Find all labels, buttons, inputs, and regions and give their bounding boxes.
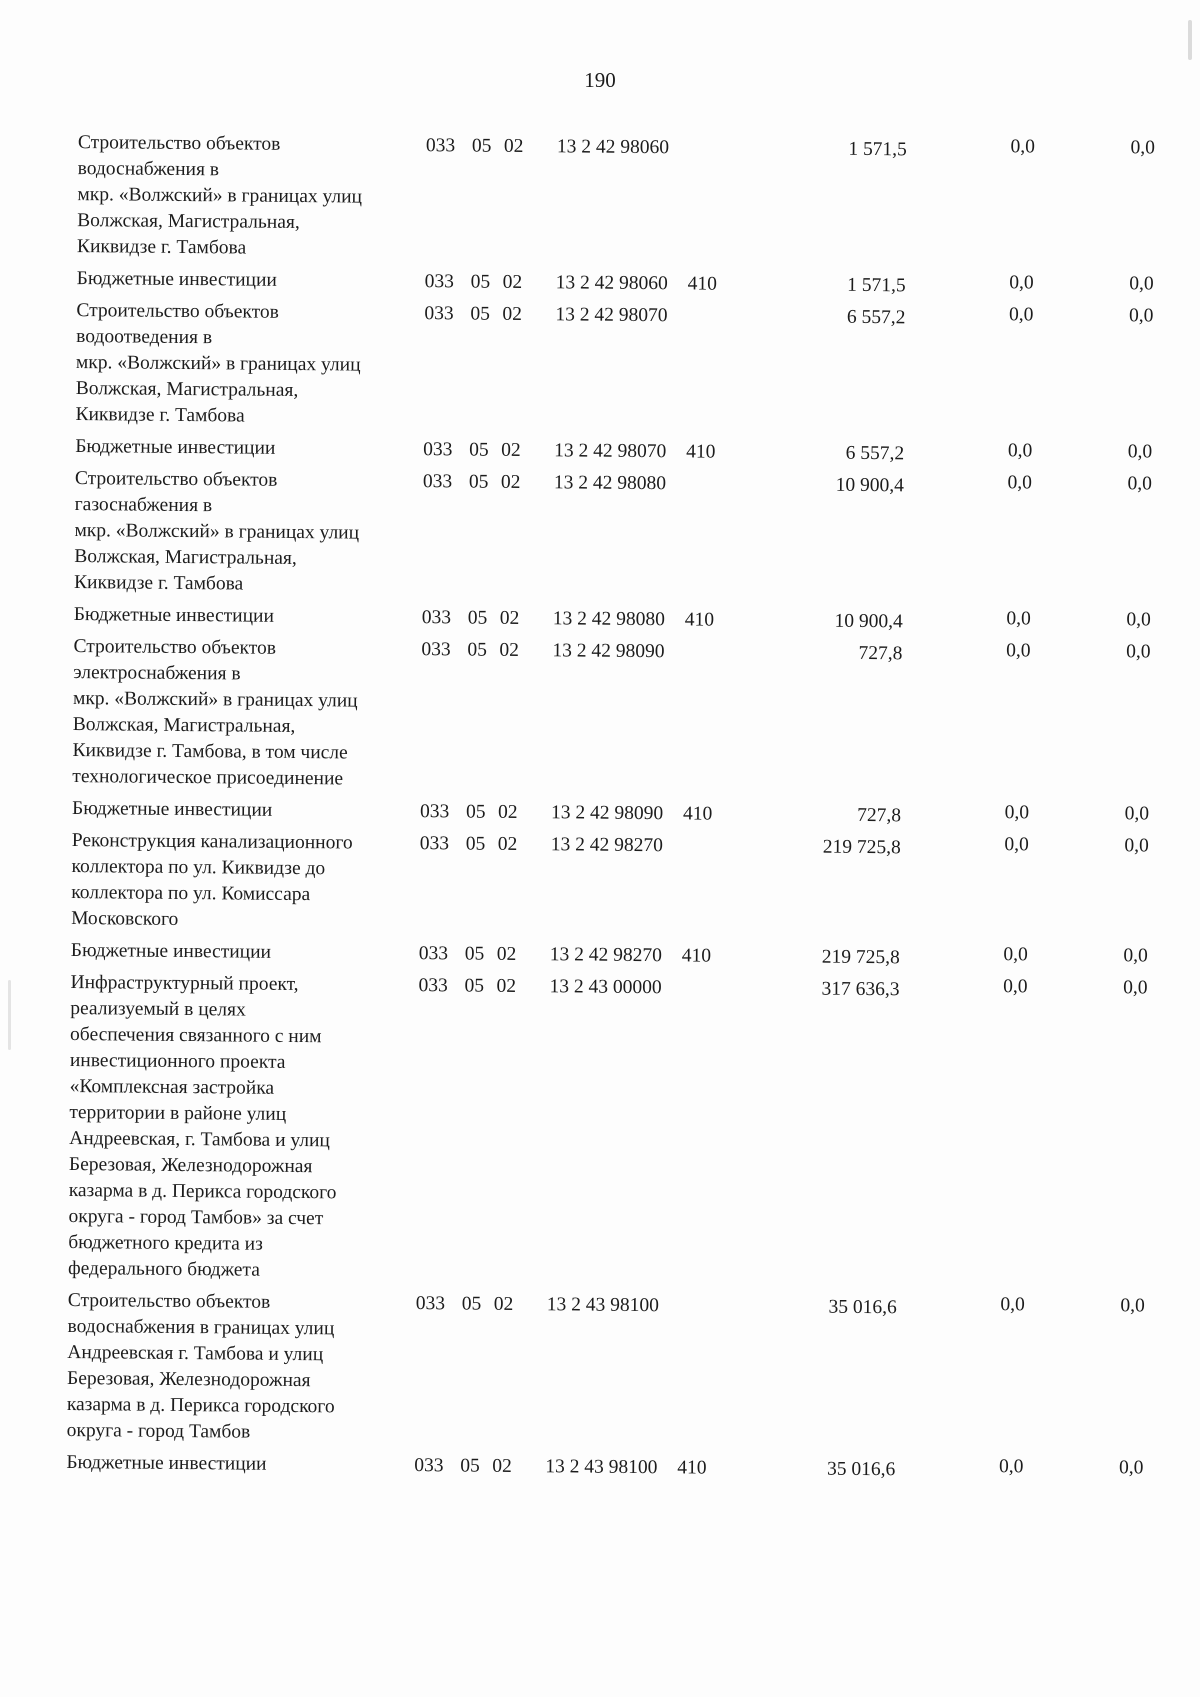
row-code [408, 1291, 541, 1318]
row-expense-kind: 410 [682, 803, 713, 825]
row-name: Строительство объектов газоснабжения в мкр. «Волжский» в границах улиц Волжская, Магистральная, Киквидзе г. Тамбова [73, 468, 360, 595]
code-sub: 02 [496, 943, 517, 965]
row-target-code: 13 2 43 98100 [546, 1294, 659, 1317]
row-expense-kind [688, 303, 748, 304]
row-name: Бюджетные инвестиции [70, 940, 272, 963]
row-amount-3: 0,0 [1126, 609, 1151, 631]
row-code [413, 637, 546, 664]
row-amount-1: 6 557,2 [845, 442, 905, 465]
row-expense-kind: 410 [677, 1457, 707, 1479]
code-sec: 05 [470, 303, 491, 325]
row-amount-3: 0,0 [1120, 1295, 1145, 1317]
code-sec: 05 [464, 975, 485, 997]
row-name: Бюджетные инвестиции [73, 604, 275, 627]
row-amount-3: 0,0 [1129, 273, 1154, 295]
row-amount-1: 6 557,2 [846, 306, 906, 329]
row-code [410, 973, 543, 1000]
code-sec: 05 [464, 943, 485, 965]
table-row [69, 130, 1160, 270]
row-code [417, 269, 550, 296]
row-expense-kind [682, 975, 742, 976]
row-target-code: 13 2 42 98080 [552, 608, 665, 631]
row-amount-3: 0,0 [1126, 641, 1151, 663]
row-code [411, 941, 544, 968]
row-expense-kind [689, 135, 749, 136]
code-sub: 02 [500, 471, 521, 493]
row-code [418, 133, 551, 160]
scan-speck [1188, 20, 1192, 60]
code-gr: 033 [419, 801, 450, 823]
code-sub: 02 [493, 1293, 514, 1315]
row-target-code: 13 2 42 98090 [552, 640, 665, 663]
table-row [67, 298, 1158, 438]
row-expense-kind: 410 [687, 273, 718, 295]
table-row [69, 266, 1159, 302]
code-sub: 02 [492, 1455, 512, 1477]
row-expense-kind [685, 639, 745, 640]
row-amount-3: 0,0 [1130, 137, 1155, 159]
row-expense-kind: 410 [681, 945, 712, 967]
budget-table [58, 130, 1160, 1491]
row-target-code: 13 2 42 98070 [555, 304, 668, 327]
row-name: Бюджетные инвестиции [71, 798, 273, 821]
row-expense-kind [686, 471, 746, 472]
row-name: Инфраструктурный проект, реализуемый в целях обеспечения связанного с ним инвестиционного проекта «Комплексная застройка территории в районе улиц Андреевская, г. Тамбова и улиц Березовая, Железнодорожная казарма в д. Перикса городского округа - город Тамбов» за счет бюджетного кредита из федерального бюджета [67, 972, 337, 1281]
row-code [412, 831, 545, 858]
page-number: 190 [584, 68, 616, 92]
row-amount-3: 0,0 [1118, 1457, 1144, 1479]
code-sub: 02 [497, 801, 518, 823]
row-name: Строительство объектов водоотведения в мкр. «Волжский» в границах улиц Волжская, Магистральная, Киквидзе г. Тамбова [75, 300, 361, 427]
row-amount-3: 0,0 [1124, 835, 1149, 857]
row-name: Бюджетные инвестиции [66, 1452, 267, 1475]
row-amount-2: 0,0 [1007, 440, 1033, 462]
code-gr: 033 [418, 975, 448, 997]
code-gr: 033 [415, 1293, 446, 1315]
row-amount-2: 0,0 [1000, 1294, 1025, 1316]
row-amount-1: 1 571,5 [848, 138, 907, 161]
row-target-code: 13 2 42 98080 [553, 472, 667, 495]
row-amount-1: 317 636,3 [821, 978, 900, 1001]
row-target-code: 13 2 42 98090 [550, 802, 664, 825]
code-gr: 033 [424, 271, 455, 293]
table-row [66, 466, 1157, 606]
code-sec: 05 [461, 1293, 482, 1315]
code-sec: 05 [469, 439, 489, 461]
code-sec: 05 [465, 801, 486, 823]
row-amount-1: 727,8 [858, 642, 903, 665]
table-row [58, 1450, 1148, 1486]
code-sec: 05 [467, 639, 488, 661]
code-sub: 02 [502, 271, 523, 293]
row-amount-3: 0,0 [1123, 945, 1148, 967]
row-amount-1: 35 016,6 [827, 1458, 896, 1481]
table-row [63, 828, 1154, 942]
row-target-code: 13 2 43 00000 [549, 976, 662, 999]
code-gr: 033 [421, 607, 452, 629]
code-sec: 05 [470, 271, 491, 293]
code-sub: 02 [502, 303, 522, 325]
code-gr: 033 [419, 833, 450, 855]
row-amount-2: 0,0 [1003, 976, 1028, 998]
row-code [415, 437, 548, 464]
code-sub: 02 [496, 975, 517, 997]
row-amount-1: 219 725,8 [821, 946, 900, 969]
row-code [412, 799, 545, 826]
row-amount-3: 0,0 [1127, 473, 1153, 495]
code-sub: 02 [503, 135, 524, 157]
row-amount-1: 1 571,5 [847, 274, 906, 297]
row-amount-3: 0,0 [1128, 305, 1154, 327]
code-sub: 02 [499, 607, 520, 629]
table-row [64, 634, 1155, 800]
code-gr: 033 [422, 471, 453, 493]
row-amount-2: 0,0 [998, 1456, 1024, 1478]
row-amount-2: 0,0 [1004, 834, 1029, 856]
row-expense-kind [683, 833, 743, 834]
code-sec: 05 [465, 833, 486, 855]
row-target-code: 13 2 43 98100 [545, 1456, 658, 1479]
row-amount-3: 0,0 [1123, 977, 1148, 999]
table-row [59, 1288, 1150, 1454]
row-amount-2: 0,0 [1006, 608, 1031, 630]
row-amount-2: 0,0 [1010, 136, 1035, 158]
row-code [406, 1453, 539, 1480]
row-target-code: 13 2 42 98060 [555, 272, 668, 295]
row-amount-2: 0,0 [1007, 472, 1033, 494]
row-amount-1: 219 725,8 [822, 836, 901, 859]
table-row [60, 970, 1153, 1292]
code-gr: 033 [418, 943, 449, 965]
row-name: Реконструкция канализационного коллектора по ул. Киквидзе до коллектора по ул. Комиссара Московского [71, 830, 353, 930]
code-gr: 033 [425, 135, 456, 157]
row-target-code: 13 2 42 98070 [554, 440, 667, 463]
row-amount-2: 0,0 [1008, 304, 1034, 326]
scan-speck [8, 980, 11, 1050]
row-amount-2: 0,0 [1004, 802, 1030, 824]
row-name: Бюджетные инвестиции [76, 268, 277, 291]
row-code [414, 605, 547, 632]
code-sec: 05 [471, 135, 492, 157]
code-sub: 02 [497, 833, 518, 855]
row-target-code: 13 2 42 98270 [550, 834, 663, 857]
code-sec: 05 [467, 607, 488, 629]
row-amount-2: 0,0 [1006, 640, 1031, 662]
row-amount-3: 0,0 [1127, 441, 1153, 463]
row-expense-kind: 410 [686, 441, 716, 463]
row-amount-1: 10 900,4 [835, 474, 905, 497]
row-name: Строительство объектов водоснабжения в мкр. «Волжский» в границах улиц Волжская, Магистральная, Киквидзе г. Тамбова [76, 132, 363, 259]
code-gr: 033 [423, 439, 453, 461]
row-amount-2: 0,0 [1003, 944, 1028, 966]
row-amount-2: 0,0 [1009, 272, 1034, 294]
row-expense-kind [679, 1293, 739, 1294]
table-row [63, 938, 1153, 974]
row-amount-3: 0,0 [1124, 803, 1150, 825]
row-code [416, 301, 549, 328]
code-sec: 05 [468, 471, 489, 493]
table-row [66, 602, 1156, 638]
row-expense-kind: 410 [684, 609, 715, 631]
code-gr: 033 [424, 303, 454, 325]
row-code [415, 469, 548, 496]
row-name: Строительство объектов электроснабжения в мкр. «Волжский» в границах улиц Волжская, Магистральная, Киквидзе г. Тамбова, в том числе технологическое присоединение [72, 636, 358, 790]
code-sec: 05 [460, 1455, 480, 1477]
code-gr: 033 [414, 1455, 444, 1477]
row-name: Строительство объектов водоснабжения в границах улиц Андреевская г. Тамбова и улиц Березовая, Железнодорожная казарма в д. Перикса городского округа - город Тамбов [66, 1290, 335, 1443]
table-row [64, 796, 1154, 832]
code-sub: 02 [499, 639, 520, 661]
row-target-code: 13 2 42 98270 [549, 944, 663, 967]
row-amount-1: 35 016,6 [828, 1296, 897, 1319]
row-name: Бюджетные инвестиции [75, 436, 276, 459]
row-target-code: 13 2 42 98060 [556, 136, 670, 159]
table-row [67, 434, 1157, 470]
row-amount-1: 727,8 [857, 804, 902, 827]
row-amount-1: 10 900,4 [834, 610, 903, 633]
code-gr: 033 [421, 639, 451, 661]
code-sub: 02 [501, 439, 521, 461]
